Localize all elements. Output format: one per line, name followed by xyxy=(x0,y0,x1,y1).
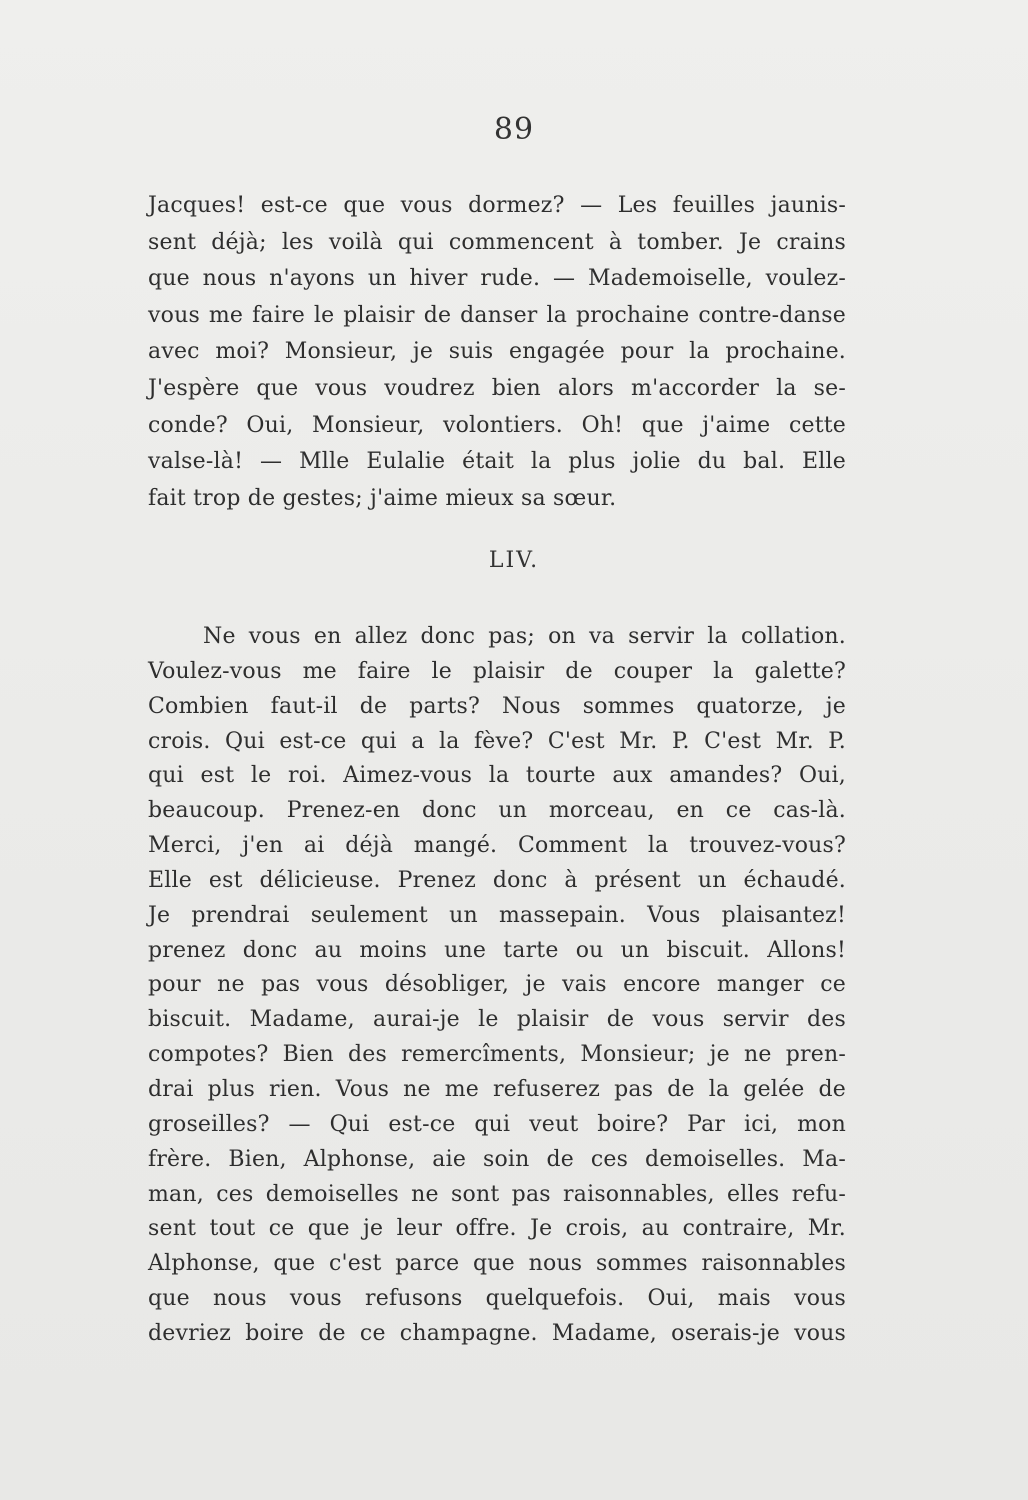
text-line: fait trop de gestes; j'aime mieux sa sœur. xyxy=(148,485,617,511)
text-line: sent déjà; les voilà qui commencent à tomber. Je crains xyxy=(148,229,846,255)
text-line: valse-là! — Mlle Eulalie était la plus jolie du bal. Elle xyxy=(148,449,846,475)
text-line: Elle est délicieuse. Prenez donc à présent un échaudé. xyxy=(148,867,846,893)
text-line: qui est le roi. Aimez-vous la tourte aux amandes? Oui, xyxy=(148,763,846,789)
text-line: pour ne pas vous désobliger, je vais encore manger ce xyxy=(148,972,846,998)
text-line: Combien faut-il de parts? Nous sommes quatorze, je xyxy=(148,693,846,719)
text-line: beaucoup. Prenez-en donc un morceau, en ce cas-là. xyxy=(148,798,846,824)
dialogue-paragraph-two xyxy=(148,620,846,1352)
text-line: frère. Bien, Alphonse, aie soin de ces demoiselles. Ma- xyxy=(148,1146,846,1172)
text-line: conde? Oui, Monsieur, volontiers. Oh! que j'aime cette xyxy=(148,412,846,438)
text-line: crois. Qui est-ce qui a la fève? C'est Mr. P. C'est Mr. P. xyxy=(148,728,846,754)
page-number: 89 xyxy=(493,112,535,147)
section-heading: LIV. xyxy=(488,548,540,573)
text-line: Merci, j'en ai déjà mangé. Comment la trouvez-vous? xyxy=(148,833,846,859)
text-line: avec moi? Monsieur, je suis engagée pour la prochaine. xyxy=(148,339,846,365)
text-line: que nous vous refusons quelquefois. Oui, mais vous xyxy=(148,1286,846,1312)
text-line: J'espère que vous voudrez bien alors m'accorder la se- xyxy=(148,375,846,401)
text-line: devriez boire de ce champagne. Madame, oserais-je vous xyxy=(148,1320,846,1346)
text-line: biscuit. Madame, aurai-je le plaisir de vous servir des xyxy=(148,1007,846,1033)
text-line: Ne vous en allez donc pas; on va servir la collation. xyxy=(203,624,846,649)
text-line: Je prendrai seulement un massepain. Vous plaisantez! xyxy=(148,902,846,928)
dialogue-paragraph-one xyxy=(148,188,846,517)
text-line: prenez donc au moins une tarte ou un biscuit. Allons! xyxy=(148,937,846,963)
text-line: compotes? Bien des remercîments, Monsieur; je ne pren- xyxy=(148,1042,846,1068)
text-line: sent tout ce que je leur offre. Je crois, au contraire, Mr. xyxy=(148,1216,846,1242)
text-line: groseilles? — Qui est-ce qui veut boire? Par ici, mon xyxy=(148,1111,846,1137)
text-line: Voulez-vous me faire le plaisir de couper la galette? xyxy=(148,658,846,684)
text-line: que nous n'ayons un hiver rude. — Mademoiselle, voulez- xyxy=(148,266,846,292)
text-line: man, ces demoiselles ne sont pas raisonnables, elles refu- xyxy=(148,1181,846,1207)
text-line: drai plus rien. Vous ne me refuserez pas de la gelée de xyxy=(148,1076,846,1102)
text-line: vous me faire le plaisir de danser la prochaine contre-danse xyxy=(148,302,846,328)
text-line: Alphonse, que c'est parce que nous sommes raisonnables xyxy=(148,1251,846,1277)
text-line: Jacques! est-ce que vous dormez? — Les feuilles jaunis- xyxy=(148,193,846,218)
